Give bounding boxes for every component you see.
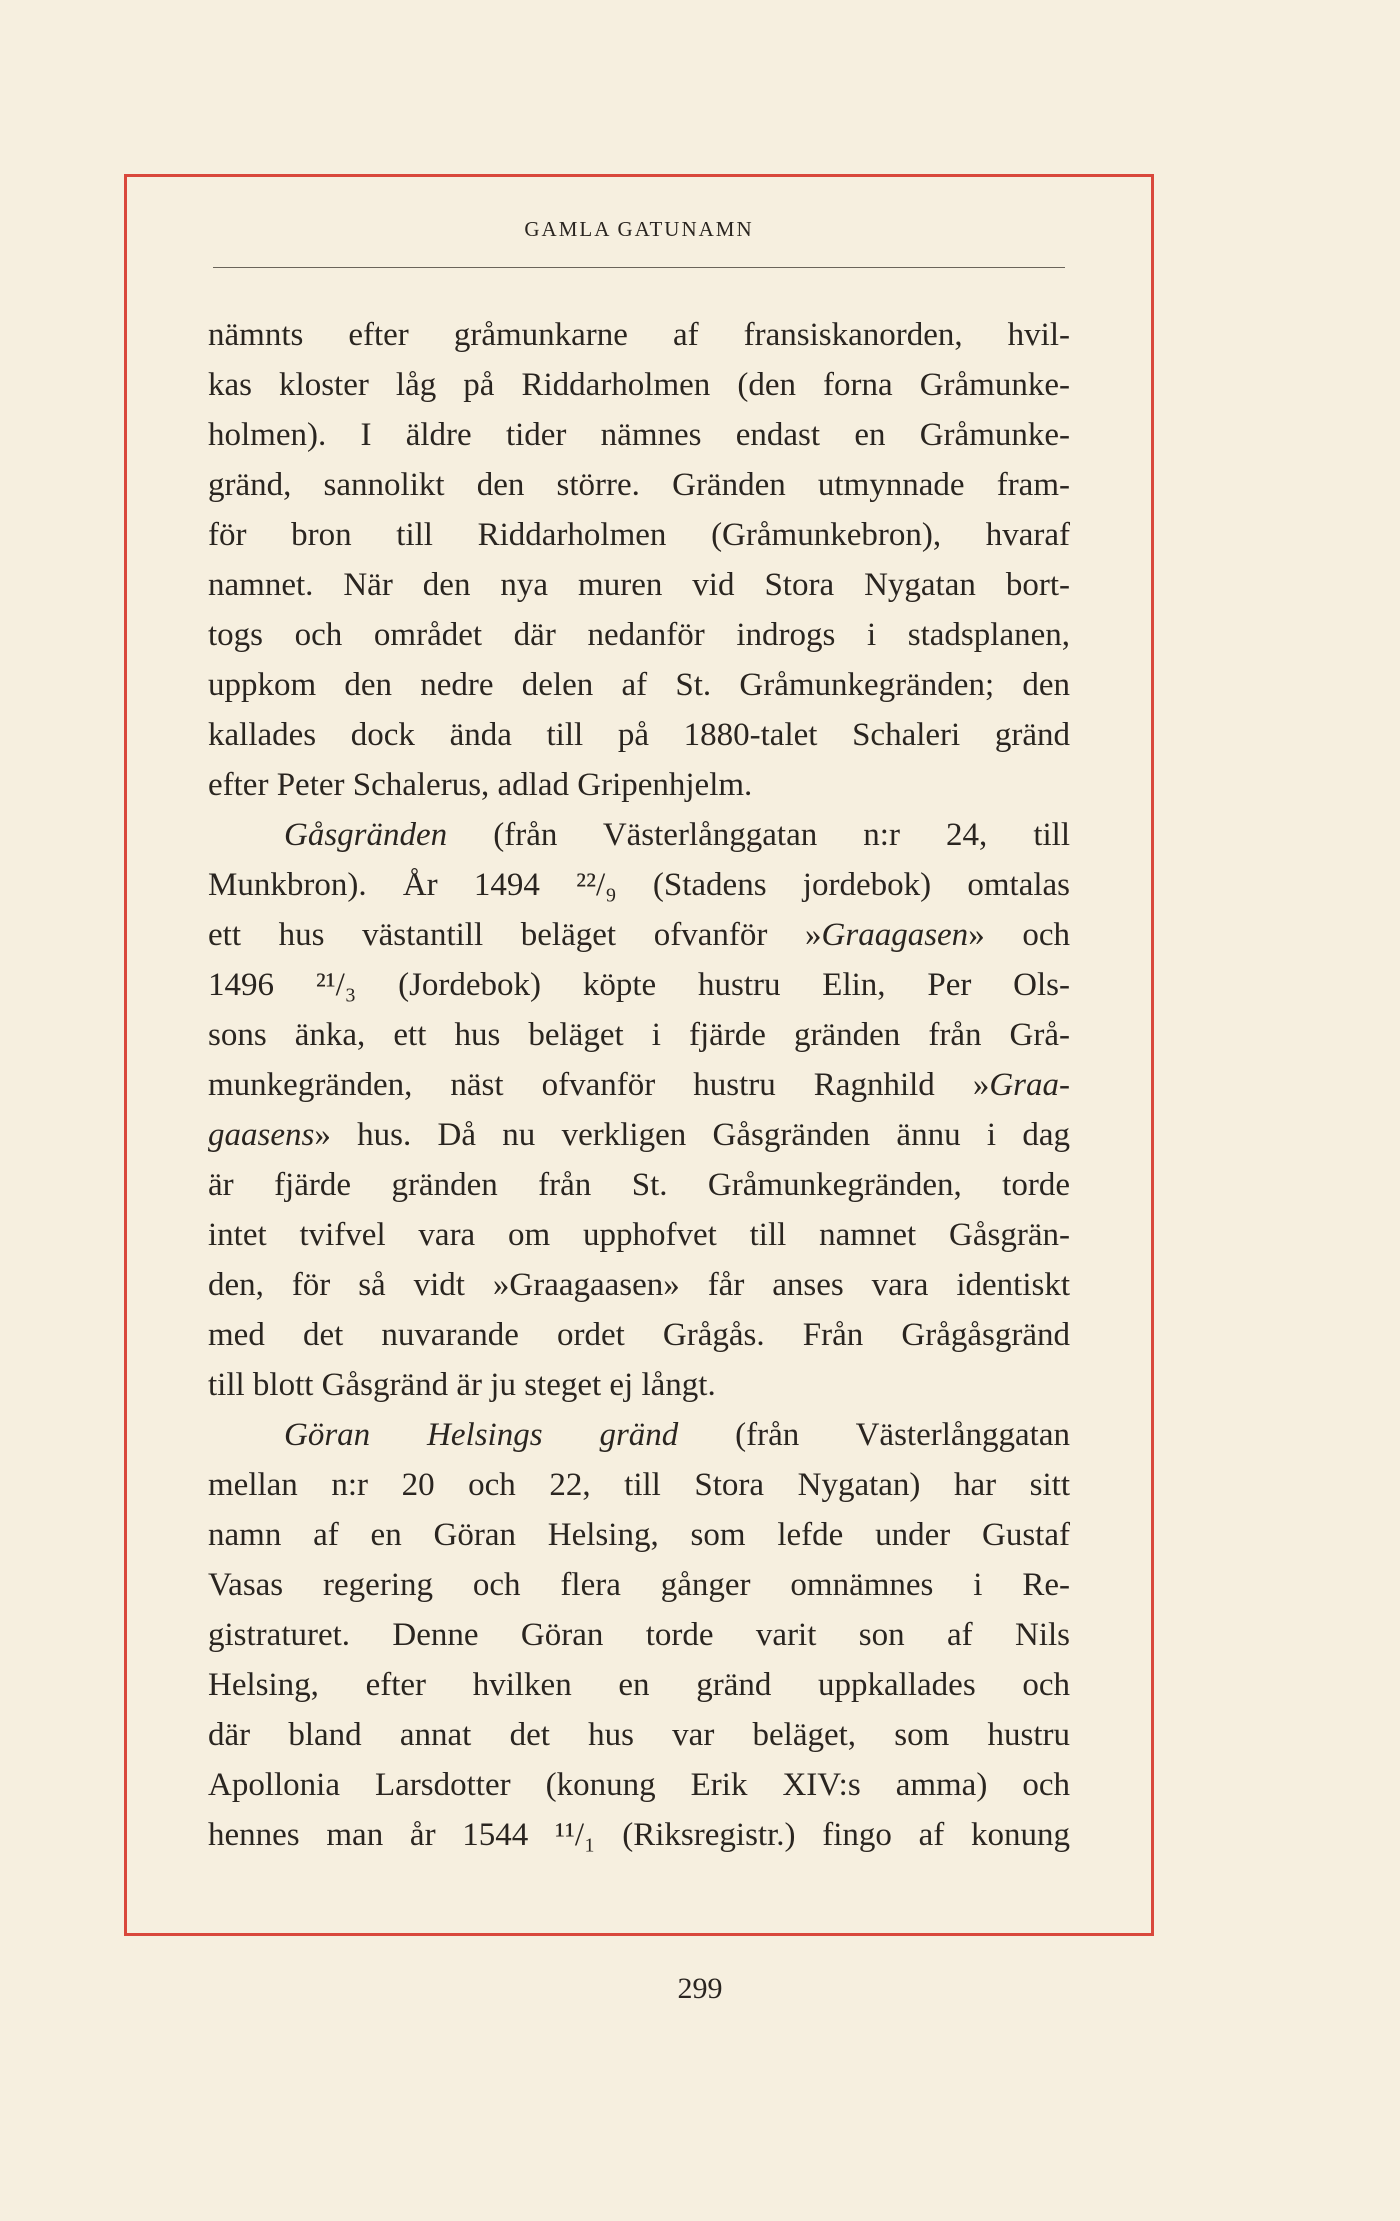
text-line: hennes man år 1544 ¹¹/₁ (Riksregistr.) fingo af konung <box>208 1817 1070 1853</box>
text-line: är fjärde gränden från St. Gråmunkegränden, torde <box>208 1167 1070 1203</box>
text-line: gistraturet. Denne Göran torde varit son af Nils <box>208 1617 1070 1653</box>
text-line: togs och området där nedanför indrogs i stadsplanen, <box>208 617 1070 653</box>
text-line: Apollonia Larsdotter (konung Erik XIV:s amma) och <box>208 1767 1070 1803</box>
text-line: Gåsgränden (från Västerlånggatan n:r 24, till <box>284 817 1070 853</box>
text-line: den, för så vidt »Graagaasen» får anses vara identiskt <box>208 1267 1070 1303</box>
text-line: Helsing, efter hvilken en gränd uppkallades och <box>208 1667 1070 1703</box>
entry-heading-goran-helsings-grand: Göran Helsings gränd <box>284 1417 679 1453</box>
text-line: för bron till Riddarholmen (Gråmunkebron), hvaraf <box>208 517 1070 553</box>
text-line: namn af en Göran Helsing, som lefde under Gustaf <box>208 1517 1070 1553</box>
text-line: kallades dock ända till på 1880-talet Schaleri gränd <box>208 717 1070 753</box>
text-line: med det nuvarande ordet Grågås. Från Grågåsgränd <box>208 1317 1070 1353</box>
running-header: GAMLA GATUNAMN <box>524 217 754 241</box>
text-line: holmen). I äldre tider nämnes endast en Gråmunke- <box>208 417 1070 453</box>
page-number: 299 <box>677 1972 723 2005</box>
text-line: sons änka, ett hus beläget i fjärde gränden från Grå- <box>208 1017 1070 1053</box>
text-line: mellan n:r 20 och 22, till Stora Nygatan) har sitt <box>208 1467 1070 1503</box>
text-line: intet tvifvel vara om upphofvet till namnet Gåsgrän- <box>208 1217 1070 1253</box>
text-line: Munkbron). År 1494 ²²/₉ (Stadens jordebok) omtalas <box>208 867 1070 903</box>
text-line: där bland annat det hus var beläget, som hustru <box>208 1717 1070 1753</box>
text-line: gränd, sannolikt den större. Gränden utmynnade fram- <box>208 467 1070 503</box>
text-line: Vasas regering och flera gånger omnämnes i Re- <box>208 1567 1070 1603</box>
text-line: 1496 ²¹/₃ (Jordebok) köpte hustru Elin, Per Ols- <box>208 967 1070 1003</box>
body-text <box>208 310 1070 1860</box>
text-line: ett hus västantill beläget ofvanför »Graagasen» och <box>208 917 1070 953</box>
text-line: till blott Gåsgränd är ju steget ej långt. <box>208 1367 716 1403</box>
text-line: gaasens» hus. Då nu verkligen Gåsgränden ännu i dag <box>208 1117 1070 1153</box>
text-line: munkegränden, näst ofvanför hustru Ragnhild »Graa- <box>208 1067 1070 1103</box>
header-rule <box>213 267 1065 268</box>
text-line: kas kloster låg på Riddarholmen (den forna Gråmunke- <box>208 367 1070 403</box>
text-line: uppkom den nedre delen af St. Gråmunkegränden; den <box>208 667 1070 703</box>
page-frame <box>124 174 1154 1936</box>
text-line: namnet. När den nya muren vid Stora Nygatan bort- <box>208 567 1070 603</box>
text-line: Göran Helsings gränd (från Västerlånggatan <box>284 1417 1070 1453</box>
text-line: efter Peter Schalerus, adlad Gripenhjelm. <box>208 767 753 803</box>
text-line: nämnts efter gråmunkarne af fransiskanorden, hvil- <box>208 317 1070 353</box>
entry-heading-gasgranden: Gåsgränden <box>284 817 448 853</box>
